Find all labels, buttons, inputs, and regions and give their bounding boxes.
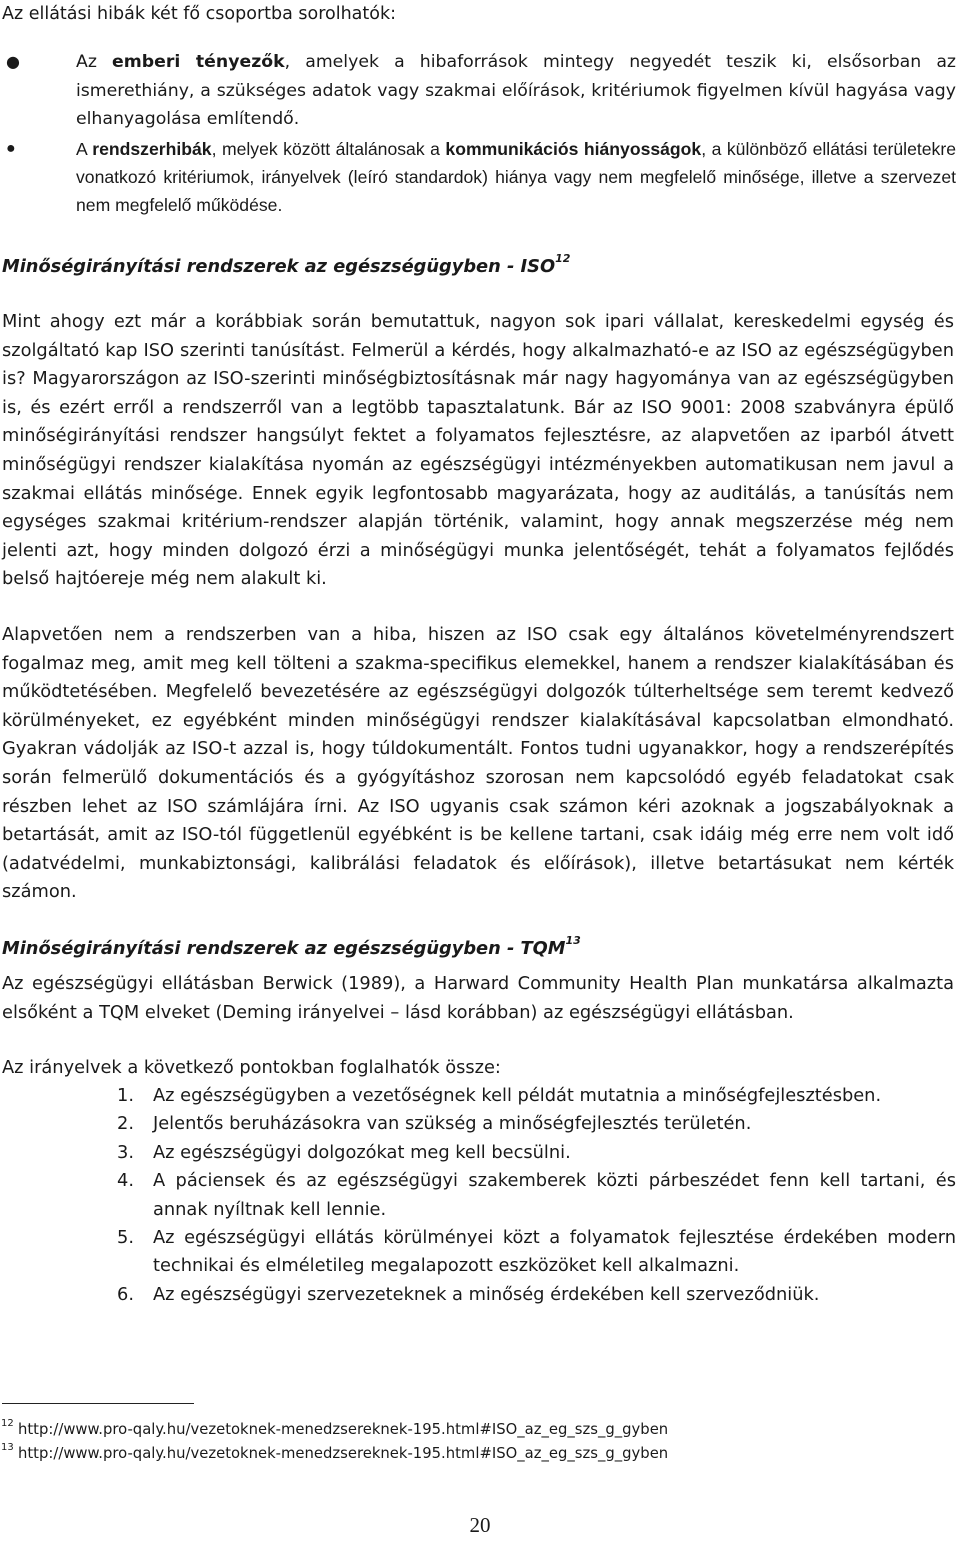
paragraph-iso-2: Alapvetően nem a rendszerben van a hiba, hiszen az ISO csak egy általános követelményrendszert fogalmaz meg, amit meg kell tölteni a szakma-specifikus elemekkel, hanem a rendszer kialakításában és működtetésében. Megfelelő bevezetésére az egészségügyi dolgozók túlterheltsége sem teremt kedvező körülményeket, ez egyébként minden minőségügyi rendszer kialakításával kapcsolatban elmondható. Gyakran vádolják az ISO-t azzal is, hogy túldokumentált. Fontos tudni ugyanakkor, hogy a rendszerépítés során felmerülő dokumentációs és a gyógyításhoz szorosan nem kapcsolódó egyéb feladatokat csak részben lehet az ISO számlájára írni. Az ISO ugyanis csak számon kéri azoknak a jogszabályoknak a betartását, amit az ISO-tól függetlenül egyébként is be kellene tartani, csak idáig még erre nem volt idő (adatvédelmi, munkabiztonsági, kalibrálási feladatok és előírások), illetve betartásukat nem kérték számon. <box>2 624 954 903</box>
heading-text: Minőségirányítási rendszerek az egészségügyben - ISO <box>2 256 556 277</box>
list-number: 6. <box>117 1283 134 1305</box>
section-heading-iso <box>2 252 571 279</box>
list-item-text: A páciensek és az egészségügyi szakemberek közti párbeszédet fenn kell tartani, és annak nyíltnak kell lennie. <box>153 1170 956 1220</box>
guidelines-intro: Az irányelvek a következő pontokban foglalhatók össze: <box>2 1057 501 1078</box>
bullet-bold-term: rendszerhibák <box>92 138 212 159</box>
bullet-text: , melyek között általánosak a <box>211 138 446 159</box>
list-item-text: Az egészségügyben a vezetőségnek kell példát mutatnia a minőségfejlesztésben. <box>153 1085 882 1106</box>
footnote-ref: 12 <box>555 252 571 265</box>
list-item <box>0 1281 960 1309</box>
bullet-bold-term: emberi tényezők <box>112 52 285 72</box>
bullet-item-system-errors <box>0 135 960 219</box>
list-item <box>0 1082 960 1110</box>
list-number: 2. <box>117 1113 134 1135</box>
bullet-text: Az <box>76 52 113 72</box>
list-item <box>0 1224 960 1281</box>
footnote-number: 13 <box>1 1442 14 1453</box>
list-item-text: Az egészségügyi ellátás körülményei közt a folyamatok fejlesztése érdekében modern technikai és elméletileg megalapozott eszközöket kell alkalmazni. <box>153 1227 956 1277</box>
list-number: 4. <box>117 1170 134 1192</box>
list-item <box>0 1110 960 1138</box>
footnote-divider <box>2 1403 194 1404</box>
list-number: 1. <box>117 1085 134 1106</box>
intro-text: Az ellátási hibák két fő csoportba sorolhatók: <box>2 4 397 24</box>
footnote-link[interactable]: http://www.pro-qaly.hu/vezetoknek-menedzsereknek-195.html#ISO_az_eg_szs_g_gyben <box>18 1445 669 1462</box>
footnote-number: 12 <box>1 1418 14 1429</box>
footnote-link[interactable]: http://www.pro-qaly.hu/vezetoknek-menedzsereknek-195.html#ISO_az_eg_szs_g_gyben <box>18 1421 669 1438</box>
paragraph-tqm: Az egészségügyi ellátásban Berwick (1989), a Harward Community Health Plan munkatársa alkalmazta elsőként a TQM elveket (Deming irányelvei – lásd korábban) az egészségügyi ellátásban. <box>2 973 954 1023</box>
list-item <box>0 1139 960 1167</box>
bullet-bold-term: kommunikációs hiányosságok <box>445 138 702 159</box>
list-item-text: Az egészségügyi dolgozókat meg kell becsülni. <box>153 1141 571 1163</box>
bullet-item-human-factors <box>0 48 960 134</box>
footnote <box>0 1442 668 1466</box>
bullet-dot-icon: ● <box>6 139 16 157</box>
page-number: 20 <box>469 1513 491 1537</box>
bullet-text: A <box>76 138 93 159</box>
bullet-text: , a különböző ellátási területekre vonatkozó kritériumok, irányelvek (leíró standardok) hiánya vagy nem megfelelő minősége, illetve a szervezet nem megfelelő működése. <box>76 138 956 215</box>
list-item <box>0 1167 960 1224</box>
footnote-ref: 13 <box>565 934 581 947</box>
bullet-dot-icon: ● <box>6 52 20 71</box>
footnote <box>0 1418 668 1442</box>
paragraph-iso-1: Mint ahogy ezt már a korábbiak során bemutattuk, nagyon sok ipari vállalat, kereskedelmi egység és szolgáltató kap ISO szerinti tanúsítást. Felmerül a kérdés, hogy alkalmazható-e az ISO az egészségügyben is? Magyarországon az ISO-szerinti minőségbiztosításnak már nagy hagyománya van az egészségügyben is, és ezért erről a rendszerről van a legtöbb tapasztalatunk. Bár az ISO 9001: 2008 szabványra épülő minőségirányítási rendszer hangsúlyt fektet a folyamatos fejlesztésre, az alapvetően az iparból átvett minőségügyi rendszer kialakítása nyomán az egészségügyi intézményekben automatikusan nem javul a szakmai ellátás minősége. Ennek egyik legfontosabb magyarázata, hogy az auditálás, a tanúsítás nem egységes szakmai kritérium-rendszer alapján történik, valamint, hogy annak megszerzése még nem jelenti azt, hogy minden dolgozó érzi a minőségügyi munka jelentőségét, tehát a folyamatos fejlődés belső hajtóereje még nem alakult ki. <box>2 311 954 590</box>
list-number: 5. <box>117 1227 134 1249</box>
error-groups-list <box>0 48 960 219</box>
list-number: 3. <box>117 1141 134 1163</box>
heading-text: Minőségirányítási rendszerek az egészségügyben - TQM <box>2 938 566 959</box>
list-item-text: Jelentős beruházásokra van szükség a minőségfejlesztés területén. <box>153 1113 752 1135</box>
list-item-text: Az egészségügyi szervezeteknek a minőség érdekében kell szerveződniük. <box>153 1283 820 1305</box>
footnotes <box>0 1418 668 1466</box>
section-heading-tqm <box>2 934 581 961</box>
bullet-text: , amelyek a hibaforrások mintegy negyedét teszik ki, elsősorban az ismerethiány, a szükséges adatok vagy szakmai előírások, kritériumok figyelmen kívül hagyása vagy elhanyagolása említendő. <box>76 52 956 129</box>
guidelines-list <box>0 1082 960 1309</box>
